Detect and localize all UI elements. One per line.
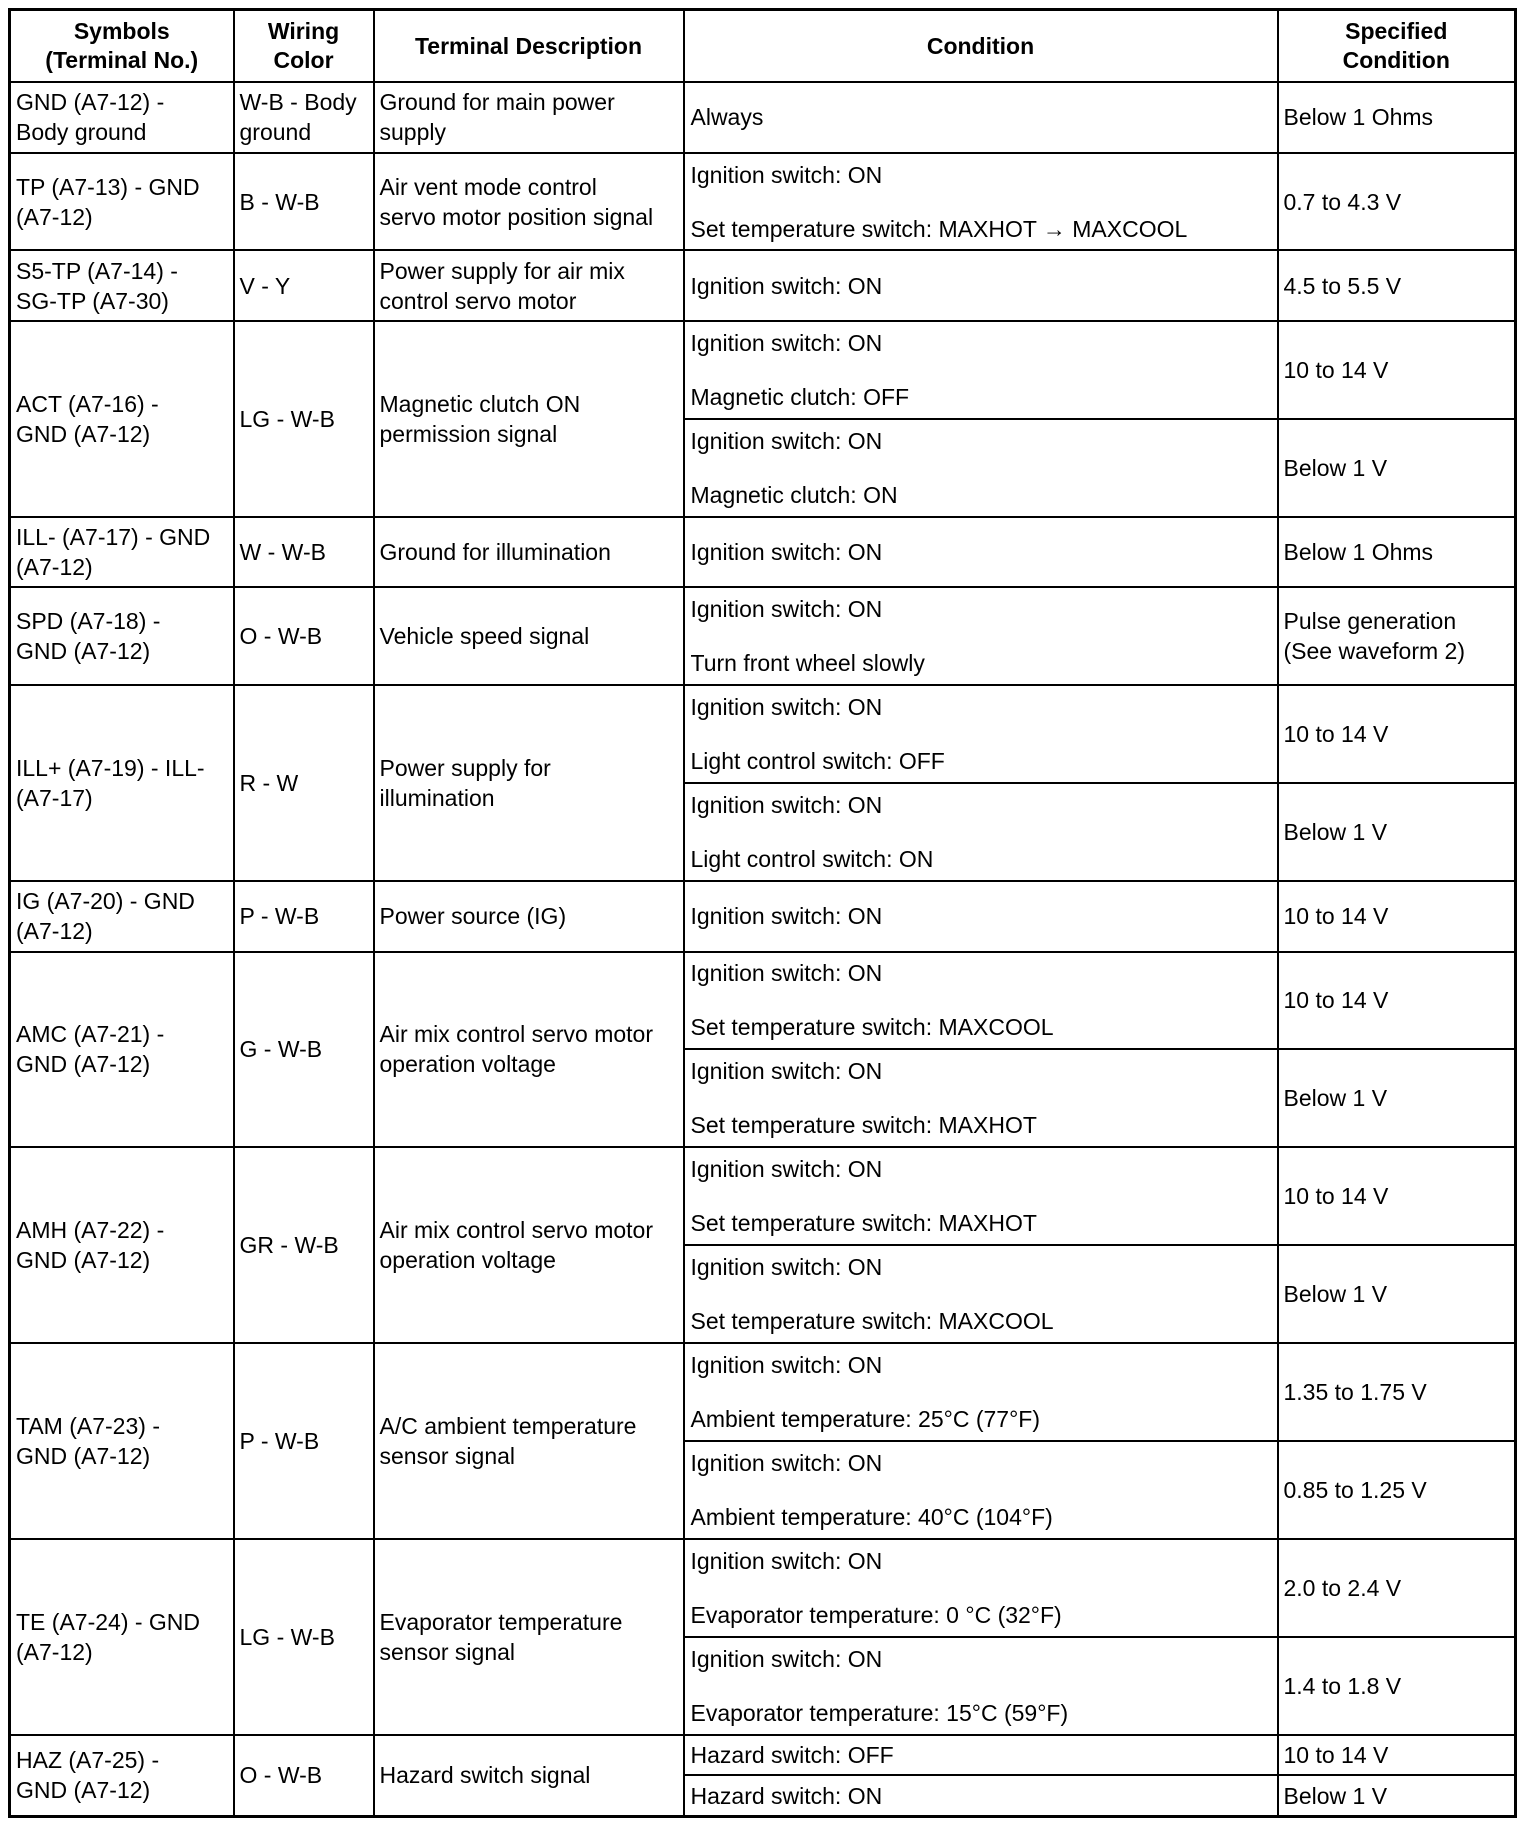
cell-specified-condition <box>1278 1147 1516 1245</box>
spec-line: 2.0 to 2.4 V <box>1283 1574 1402 1601</box>
cell-terminal-description <box>374 587 684 685</box>
table-row <box>10 685 1516 783</box>
table-row <box>10 1343 1516 1441</box>
cell-condition <box>684 321 1278 419</box>
wiring-line: P - W-B <box>239 903 320 930</box>
cell-specified-condition <box>1278 321 1516 419</box>
cell-condition <box>684 685 1278 783</box>
cell-wiring-color <box>234 250 374 321</box>
spec-line: Below 1 Ohms <box>1283 104 1434 131</box>
cell-specified-condition <box>1278 250 1516 321</box>
condition-line: Ignition switch: ON <box>690 1449 883 1476</box>
symbols-line: GND (A7-12) <box>16 1051 151 1078</box>
symbols-line: (A7-12) <box>16 203 93 230</box>
spec-line: Pulse generation <box>1283 608 1457 635</box>
symbols-line: (A7-17) <box>16 785 93 812</box>
table-row <box>10 587 1516 685</box>
description-line: sensor signal <box>379 1638 516 1665</box>
condition-line: Ignition switch: ON <box>690 903 883 930</box>
condition-line: Magnetic clutch: ON <box>690 481 898 508</box>
cell-wiring-color <box>234 1539 374 1735</box>
condition-line: Ignition switch: ON <box>690 1254 883 1281</box>
description-line: Evaporator temperature <box>379 1608 623 1635</box>
cell-symbols <box>10 881 234 952</box>
description-line: supply <box>379 119 446 146</box>
table-body <box>10 82 1516 1817</box>
description-line: Ground for illumination <box>379 539 611 566</box>
cell-condition <box>684 881 1278 952</box>
table-row <box>10 881 1516 952</box>
cell-specified-condition <box>1278 1343 1516 1441</box>
condition-line: Ignition switch: ON <box>690 960 883 987</box>
cell-wiring-color <box>234 517 374 588</box>
symbols-line: HAZ (A7-25) - <box>16 1747 160 1774</box>
cell-specified-condition <box>1278 153 1516 251</box>
wiring-line: R - W <box>239 770 299 797</box>
wiring-line: W-B - Body <box>239 89 357 116</box>
header-row <box>10 10 1516 83</box>
spec-line: 10 to 14 V <box>1283 721 1389 748</box>
description-line: Air mix control servo motor <box>379 1217 654 1244</box>
cell-wiring-color <box>234 685 374 881</box>
condition-line: Ignition switch: ON <box>690 539 883 566</box>
cell-symbols <box>10 587 234 685</box>
table-row <box>10 952 1516 1050</box>
cell-specified-condition <box>1278 587 1516 685</box>
cell-terminal-description <box>374 1343 684 1539</box>
table-row <box>10 82 1516 153</box>
description-line: Air mix control servo motor <box>379 1021 654 1048</box>
cell-symbols <box>10 1147 234 1343</box>
condition-line: Ambient temperature: 40°C (104°F) <box>690 1503 1053 1530</box>
condition-line: Set temperature switch: MAXHOT → MAXCOOL <box>690 215 1188 242</box>
cell-specified-condition <box>1278 1775 1516 1816</box>
description-line: control servo motor <box>379 287 577 314</box>
condition-line: Ignition switch: ON <box>690 1156 883 1183</box>
cell-symbols <box>10 153 234 251</box>
cell-wiring-color <box>234 1735 374 1817</box>
condition-line: Turn front wheel slowly <box>690 650 925 677</box>
cell-wiring-color <box>234 881 374 952</box>
cell-condition <box>684 1049 1278 1147</box>
cell-condition <box>684 153 1278 251</box>
cell-condition <box>684 952 1278 1050</box>
description-line: Power supply for air mix <box>379 257 625 284</box>
wiring-line: V - Y <box>239 272 291 299</box>
cell-specified-condition <box>1278 82 1516 153</box>
cell-specified-condition <box>1278 952 1516 1050</box>
cell-terminal-description <box>374 517 684 588</box>
spec-line: 1.4 to 1.8 V <box>1283 1672 1402 1699</box>
condition-line: Ignition switch: ON <box>690 694 883 721</box>
header-condition: Condition <box>684 10 1278 83</box>
table-row <box>10 1735 1516 1776</box>
cell-condition <box>684 1245 1278 1343</box>
condition-line: Always <box>690 104 764 131</box>
symbols-line: ACT (A7-16) - <box>16 390 159 417</box>
header-specified-line: Specified <box>1345 18 1448 44</box>
cell-condition <box>684 783 1278 881</box>
wiring-line: O - W-B <box>239 1762 323 1789</box>
cell-wiring-color <box>234 153 374 251</box>
condition-line: Ignition switch: ON <box>690 1351 883 1378</box>
wiring-line: G - W-B <box>239 1036 323 1063</box>
symbols-line: GND (A7-12) <box>16 1777 151 1804</box>
condition-line: Ignition switch: ON <box>690 272 883 299</box>
cell-condition <box>684 1441 1278 1539</box>
wiring-line: LG - W-B <box>239 1623 335 1650</box>
symbols-line: GND (A7-12) <box>16 1442 151 1469</box>
cell-specified-condition <box>1278 1539 1516 1637</box>
spec-line: 0.85 to 1.25 V <box>1283 1476 1427 1503</box>
wiring-line: W - W-B <box>239 539 326 566</box>
description-line: Air vent mode control <box>379 173 597 200</box>
description-line: Vehicle speed signal <box>379 623 590 650</box>
cell-symbols <box>10 685 234 881</box>
condition-line: Set temperature switch: MAXHOT <box>690 1210 1037 1237</box>
cell-wiring-color <box>234 1147 374 1343</box>
condition-line: Evaporator temperature: 0 °C (32°F) <box>690 1601 1062 1628</box>
header-symbols-line: (Terminal No.) <box>45 47 199 73</box>
description-line: A/C ambient temperature <box>379 1412 637 1439</box>
header-terminal-description: Terminal Description <box>374 10 684 83</box>
cell-terminal-description <box>374 1539 684 1735</box>
description-line: sensor signal <box>379 1442 516 1469</box>
spec-line: 10 to 14 V <box>1283 987 1389 1014</box>
condition-line: Ignition switch: ON <box>690 161 883 188</box>
cell-symbols <box>10 952 234 1148</box>
spec-line: 0.7 to 4.3 V <box>1283 188 1402 215</box>
symbols-line: GND (A7-12) <box>16 1247 151 1274</box>
header-wiring-color <box>234 10 374 83</box>
cell-terminal-description <box>374 82 684 153</box>
header-symbols-line: Symbols <box>73 18 170 44</box>
cell-condition <box>684 1147 1278 1245</box>
condition-line: Hazard switch: OFF <box>690 1741 894 1768</box>
wiring-line: GR - W-B <box>239 1232 339 1259</box>
table-row <box>10 250 1516 321</box>
condition-line: Set temperature switch: MAXCOOL <box>690 1014 1054 1041</box>
description-line: Power source (IG) <box>379 903 567 930</box>
cell-specified-condition <box>1278 881 1516 952</box>
condition-line: Ignition switch: ON <box>690 596 883 623</box>
description-line: Ground for main power <box>379 89 615 116</box>
symbols-line: GND (A7-12) - <box>16 89 165 116</box>
cell-symbols <box>10 517 234 588</box>
symbols-line: GND (A7-12) <box>16 638 151 665</box>
cell-condition <box>684 587 1278 685</box>
header-symbols <box>10 10 234 83</box>
description-line: permission signal <box>379 420 558 447</box>
cell-specified-condition <box>1278 419 1516 517</box>
cell-specified-condition <box>1278 1637 1516 1735</box>
cell-specified-condition <box>1278 1735 1516 1776</box>
header-wiring-line: Color <box>273 47 334 73</box>
spec-line: (See waveform 2) <box>1283 638 1466 665</box>
condition-line: Ignition switch: ON <box>690 792 883 818</box>
terminal-table-container <box>8 8 1514 1818</box>
cell-symbols <box>10 1735 234 1817</box>
symbols-line: TAM (A7-23) - <box>16 1412 160 1439</box>
symbols-line: (A7-12) <box>16 1638 93 1665</box>
cell-symbols <box>10 321 234 517</box>
cell-wiring-color <box>234 952 374 1148</box>
cell-symbols <box>10 82 234 153</box>
cell-wiring-color <box>234 587 374 685</box>
condition-line: Ignition switch: ON <box>690 329 883 356</box>
condition-line: Ignition switch: ON <box>690 1547 883 1574</box>
condition-line: Set temperature switch: MAXHOT <box>690 1112 1037 1139</box>
spec-line: Below 1 V <box>1283 1281 1388 1308</box>
cell-specified-condition <box>1278 1049 1516 1147</box>
wiring-line: O - W-B <box>239 623 323 650</box>
cell-symbols <box>10 250 234 321</box>
condition-line: Ambient temperature: 25°C (77°F) <box>690 1405 1040 1432</box>
terminal-table <box>8 8 1517 1818</box>
symbols-line: ILL- (A7-17) - GND <box>16 524 211 551</box>
description-line: Power supply for <box>379 755 551 782</box>
cell-condition <box>684 517 1278 588</box>
condition-line: Ignition switch: ON <box>690 1058 883 1085</box>
cell-condition <box>684 82 1278 153</box>
cell-specified-condition <box>1278 1441 1516 1539</box>
spec-line: 10 to 14 V <box>1283 1741 1389 1768</box>
cell-terminal-description <box>374 153 684 251</box>
description-line: Magnetic clutch ON <box>379 390 581 417</box>
cell-terminal-description <box>374 1147 684 1343</box>
cell-condition <box>684 1735 1278 1776</box>
symbols-line: SPD (A7-18) - <box>16 608 161 635</box>
spec-line: 10 to 14 V <box>1283 1183 1389 1210</box>
table-row <box>10 1539 1516 1637</box>
table-row <box>10 517 1516 588</box>
table-row <box>10 1147 1516 1245</box>
spec-line: Below 1 V <box>1283 454 1388 481</box>
spec-line: Below 1 V <box>1283 1782 1388 1809</box>
spec-line: 10 to 14 V <box>1283 903 1389 930</box>
wiring-line: ground <box>239 119 312 146</box>
wiring-line: B - W-B <box>239 188 320 215</box>
header-wiring-line: Wiring <box>267 18 340 44</box>
spec-line: Below 1 V <box>1283 819 1388 845</box>
condition-line: Magnetic clutch: OFF <box>690 383 910 410</box>
condition-line: Ignition switch: ON <box>690 1645 883 1672</box>
cell-specified-condition <box>1278 1245 1516 1343</box>
symbols-line: ILL+ (A7-19) - ILL- <box>16 755 205 782</box>
cell-terminal-description <box>374 250 684 321</box>
symbols-line: S5-TP (A7-14) - <box>16 257 178 284</box>
condition-line: Hazard switch: ON <box>690 1782 883 1809</box>
cell-wiring-color <box>234 321 374 517</box>
condition-line: Ignition switch: ON <box>690 427 883 454</box>
condition-line: Set temperature switch: MAXCOOL <box>690 1308 1054 1335</box>
wiring-line: LG - W-B <box>239 405 335 432</box>
spec-line: 4.5 to 5.5 V <box>1283 272 1402 299</box>
header-specified-line: Condition <box>1342 47 1450 73</box>
cell-specified-condition <box>1278 517 1516 588</box>
cell-symbols <box>10 1539 234 1735</box>
symbols-line: (A7-12) <box>16 918 93 945</box>
cell-condition <box>684 1539 1278 1637</box>
cell-wiring-color <box>234 82 374 153</box>
cell-symbols <box>10 1343 234 1539</box>
description-line: illumination <box>379 785 495 812</box>
condition-line: Evaporator temperature: 15°C (59°F) <box>690 1699 1069 1726</box>
description-line: servo motor position signal <box>379 203 654 230</box>
spec-line: Below 1 V <box>1283 1085 1388 1112</box>
cell-terminal-description <box>374 321 684 517</box>
symbols-line: SG-TP (A7-30) <box>16 287 169 314</box>
cell-terminal-description <box>374 1735 684 1817</box>
table-row <box>10 321 1516 419</box>
cell-specified-condition <box>1278 783 1516 881</box>
symbols-line: GND (A7-12) <box>16 420 151 447</box>
symbols-line: Body ground <box>16 119 147 146</box>
cell-terminal-description <box>374 952 684 1148</box>
cell-terminal-description <box>374 881 684 952</box>
symbols-line: AMH (A7-22) - <box>16 1217 165 1244</box>
description-line: operation voltage <box>379 1051 556 1078</box>
condition-line: Light control switch: OFF <box>690 748 945 775</box>
description-line: operation voltage <box>379 1247 556 1274</box>
cell-condition <box>684 419 1278 517</box>
spec-line: Below 1 Ohms <box>1283 539 1434 566</box>
cell-terminal-description <box>374 685 684 881</box>
spec-line: 1.35 to 1.75 V <box>1283 1378 1427 1405</box>
cell-condition <box>684 250 1278 321</box>
header-specified-condition <box>1278 10 1516 83</box>
symbols-line: TE (A7-24) - GND <box>16 1608 201 1635</box>
condition-line: Light control switch: ON <box>690 846 934 872</box>
table-row <box>10 153 1516 251</box>
symbols-line: IG (A7-20) - GND <box>16 888 195 915</box>
cell-specified-condition <box>1278 685 1516 783</box>
spec-line: 10 to 14 V <box>1283 356 1389 383</box>
wiring-line: P - W-B <box>239 1427 320 1454</box>
cell-condition <box>684 1343 1278 1441</box>
cell-condition <box>684 1637 1278 1735</box>
symbols-line: AMC (A7-21) - <box>16 1021 165 1048</box>
symbols-line: TP (A7-13) - GND <box>16 173 200 200</box>
cell-condition <box>684 1775 1278 1816</box>
cell-wiring-color <box>234 1343 374 1539</box>
symbols-line: (A7-12) <box>16 554 93 581</box>
description-line: Hazard switch signal <box>379 1762 591 1789</box>
